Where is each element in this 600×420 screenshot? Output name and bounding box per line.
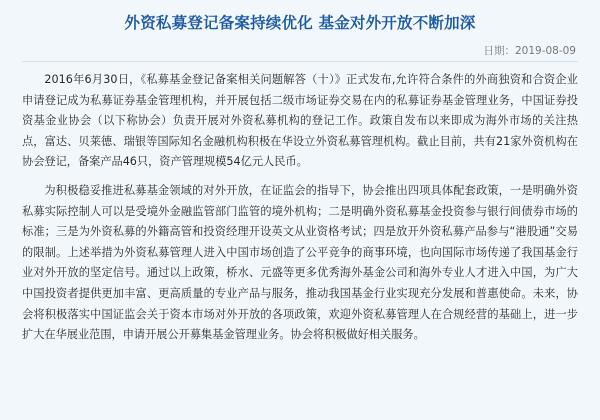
paragraph-1: 2016年6月30日，《私募基金登记备案相关问题解答（十）》正式发布,允许符合条件的外商独资和合资企业申请登记成为私募证券基金管理机构，并开展包括二级市场证券交易在内的私募证券基金管理业务，中国证券投资基金业协会（以下称协会）负责开展对外资私募机构的登记工作。政策自发布以来即成为海外市场的关注热点，富达、贝莱德、瑞银等国际知名金融机构积极在华设立外资私募管理机构。截止目前，共有21家外资机构在协会登记，备案产品46只，资产管理规模54亿元人民币。 (22, 73, 578, 169)
paragraph-2: 为积极稳妥推进私募基金领域的对外开放，在证监会的指导下，协会推出四项具体配套政策，一是明确外资私募实际控制人可以是受境外金融监管部门监管的境外机构；二是明确外资私募基金投资参与银行间债券市场的标准；三是为外资私募的外籍高管和投资经理开设英文从业资格考试；四是放开外资私募产品参与“港股通”交易的限制。上述举措为外资私募管理人进入中国市场创造了公平竞争的商事环境，也向国际市场传递了我国基金行业对外开放的坚定信号。通过以上政策，桥水、元盛等更多优秀海外基金公司和海外专业人才进入中国，为广大中国投资者提供更加丰富、更高质量的专业产品与服务，推动我国基金行业实现充分发展和普惠使命。未来，协会将积极落实中国证监会关于资本市场对外开放的各项政策，欢迎外资私募管理人在合规经营的基础上，进一步扩大在华展业范围，申请开展公开募集基金管理业务。协会将积极做好相关服务。 (22, 183, 578, 342)
article-body (22, 70, 578, 346)
publish-date: 日期：2019-08-09 (483, 45, 576, 57)
header-divider (22, 61, 578, 62)
article-title: 外资私募登记备案持续优化 基金对外开放不断加深 (124, 14, 476, 32)
